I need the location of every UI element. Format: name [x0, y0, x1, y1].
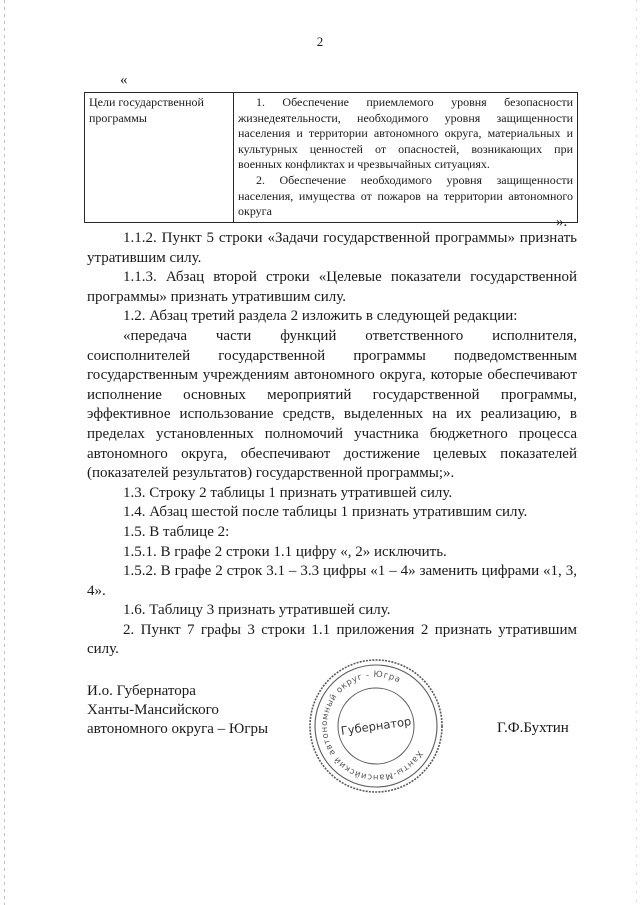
scan-edge-left: [4, 0, 5, 905]
seal-center-text: Губернатор: [339, 714, 413, 738]
table-content-cell: [234, 93, 578, 223]
paragraph-1-5-2: 1.5.2. В графе 2 строк 3.1 – 3.3 цифры «1 – 4» заменить цифрами «1, 3, 4».: [87, 563, 577, 599]
goals-table: [84, 92, 578, 223]
document-body: [87, 229, 577, 660]
page-number: 2: [316, 34, 324, 49]
paragraph-2: 2. Пункт 7 графы 3 строки 1.1 приложения 2 признать утратившим силу.: [87, 621, 577, 658]
signature-block: [87, 682, 287, 739]
signature-title-line-3: автономного округа – Югры: [87, 721, 269, 737]
paragraph-1-1-2: 1.1.2. Пункт 5 строки «Задачи государственной программы» признать утратившим силу.: [87, 230, 577, 266]
table-goal-2: 2. Обеспечение необходимого уровня защищенности населения, имущества от пожаров на территории автономного округа: [238, 172, 573, 219]
paragraph-quoted-text: «передача части функций ответственного исполнителя, соисполнителей государственной программы подведомственным государственным учреждениям автономного округа, которые обеспечивают исполнение основных мероприятий государственной программы, эффективное использование средств, выделенных на их реализацию, в пределах установленных полномочий участника бюджетного процесса автономного округа, обеспечивают достижение целевых показателей (показателей результатов) государственной программы;».: [87, 327, 577, 482]
official-seal: [306, 656, 446, 796]
seal-ring-text: Ханты-Мансийский автономный округ - Югра: [319, 669, 425, 783]
table-label-cell: Цели государственной программы: [85, 93, 234, 223]
paragraph-1-4: 1.4. Абзац шестой после таблицы 1 признать утратившим силу.: [123, 504, 528, 521]
signature-title-line-1: И.о. Губернатора: [87, 683, 196, 699]
opening-quote: «: [120, 72, 128, 88]
signatory-name: Г.Ф.Бухтин: [497, 720, 569, 736]
table-goal-1: 1. Обеспечение приемлемого уровня безопасности жизнедеятельности, необходимого уровня защищенности населения и территории автономного округа, материальных и культурных ценностей от опасностей, возникающих при военных конфликтах и чрезвычайных ситуациях.: [238, 95, 573, 172]
signature-title-line-2: Ханты-Мансийского: [87, 702, 219, 718]
paragraph-1-6: 1.6. Таблицу 3 признать утратившей силу.: [123, 602, 391, 619]
paragraph-1-1-3: 1.1.3. Абзац второй строки «Целевые показатели государственной программы» признать утратившим силу.: [87, 269, 577, 305]
scan-edge-right: [636, 0, 637, 905]
paragraph-1-3: 1.3. Строку 2 таблицы 1 признать утратившей силу.: [123, 484, 453, 501]
paragraph-1-5: 1.5. В таблице 2:: [123, 523, 230, 540]
paragraph-1-5-1: 1.5.1. В графе 2 строки 1.1 цифру «, 2» исключить.: [123, 543, 447, 560]
table-row: [85, 93, 578, 223]
paragraph-1-2: 1.2. Абзац третий раздела 2 изложить в следующей редакции:: [123, 308, 518, 325]
closing-quote: ».: [556, 214, 568, 230]
